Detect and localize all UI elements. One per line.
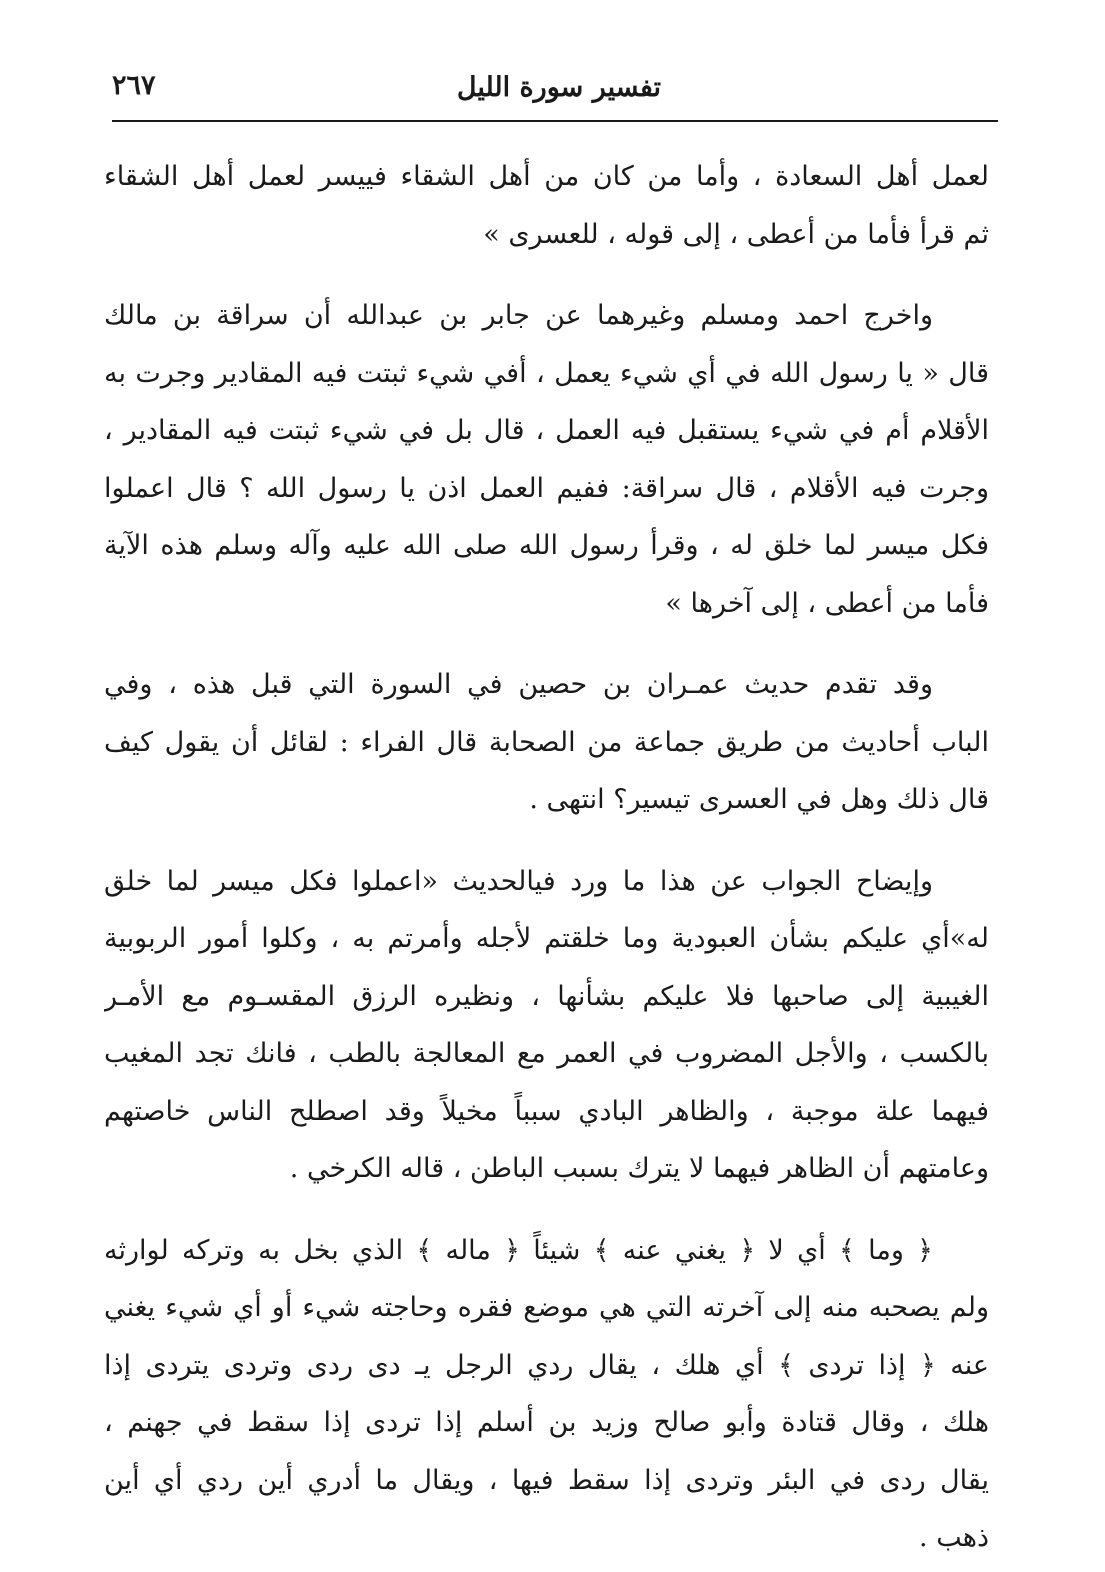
text-line: عنه ﴿ إذا تردى ﴾ أي هلك ، يقال ردي الرجل يـ دى ردى وتردى يتردى إذا bbox=[104, 1349, 989, 1381]
text-line: قال ذلك وهل في العسرى تيسير؟ انتهى . bbox=[529, 784, 989, 815]
text-line: فيهما علة موجبة ، والظاهر البادي سبباً مخيلاً وقد اصطلح الناس خاصتهم bbox=[104, 1095, 989, 1127]
text-line: فأما من أعطى ، إلى آخرها » bbox=[665, 587, 989, 619]
text-line: وجرت فيه الأقلام ، قال سراقة: ففيم العمل اذن يا رسول الله ؟ قال اعملوا bbox=[104, 472, 989, 504]
text-line: وقد تقدم حديث عمـران بن حصين في السورة التي قبل هذه ، وفي bbox=[104, 669, 933, 700]
paragraph-1 bbox=[104, 148, 989, 263]
text-line: الباب أحاديث من طريق جماعة من الصحابة قال الفراء : لقائل أن يقول كيف bbox=[104, 726, 989, 758]
text-line: وإيضاح الجواب عن هذا ما ورد فيالحديث «اعملوا فكل ميسر لما خلق bbox=[104, 865, 933, 897]
text-line: هلك ، وقال قتادة وأبو صالح وزيد بن أسلم إذا تردى إذا سقط في جهنم ، bbox=[104, 1407, 989, 1438]
text-line: ذهب . bbox=[919, 1522, 989, 1553]
text-line: ثم قرأ فأما من أعطى ، إلى قوله ، للعسرى » bbox=[483, 218, 989, 250]
paragraph-4 bbox=[104, 853, 989, 1198]
text-line: بالكسب ، والأجل المضروب في العمر مع المعالجة بالطب ، فانك تجد المغيب bbox=[104, 1038, 989, 1069]
text-line: وعامتهم أن الظاهر فيهما لا يترك بسبب الباطن ، قاله الكرخي . bbox=[289, 1153, 989, 1184]
paragraph-2 bbox=[104, 287, 989, 632]
paragraph-3 bbox=[104, 656, 989, 829]
page-header bbox=[112, 64, 996, 114]
text-line: ﴿ وما ﴾ أي لا ﴿ يغني عنه ﴾ شيئاً ﴿ ماله ﴾ الذي بخل به وتركه لوارثه bbox=[104, 1234, 933, 1266]
body-text bbox=[104, 148, 989, 1567]
page-number: ٢٦٧ bbox=[112, 70, 156, 101]
text-line: الأقلام أم في شيء يستقبل فيه العمل ، قال بل في شيء ثبتت فيه المقادير ، bbox=[104, 415, 989, 446]
text-line: ولم يصحبه منه إلى آخرته التي هي موضع فقره وحاجته شيء أو أي شيء يغني bbox=[104, 1292, 989, 1323]
paragraph-5 bbox=[104, 1222, 989, 1567]
text-line: له»أي عليكم بشأن العبودية وما خلقتم لأجله وأمرتم به ، وكلوا أمور الربوبية bbox=[104, 923, 989, 954]
header-divider bbox=[112, 120, 998, 122]
text-line: فكل ميسر لما خلق له ، وقرأ رسول الله صلى الله عليه وآله وسلم هذه الآية bbox=[104, 530, 989, 561]
running-title: تفسير سورة الليل bbox=[456, 72, 661, 103]
text-line: الغيبية إلى صاحبها فلا عليكم بشأنها ، ونظيره الرزق المقسـوم مع الأمـر bbox=[104, 980, 989, 1012]
text-line: يقال ردى في البئر وتردى إذا سقط فيها ، ويقال ما أدري أين ردي أي أين bbox=[104, 1464, 989, 1496]
text-line: واخرج احمد ومسلم وغيرهما عن جابر بن عبدالله أن سراقة بن مالك bbox=[104, 300, 933, 331]
text-line: لعمل أهل السعادة ، وأما من كان من أهل الشقاء فييسر لعمل أهل الشقاء bbox=[104, 161, 989, 192]
text-line: قال « يا رسول الله في أي شيء يعمل ، أفي شيء ثبتت فيه المقادير وجرت به bbox=[104, 357, 989, 389]
